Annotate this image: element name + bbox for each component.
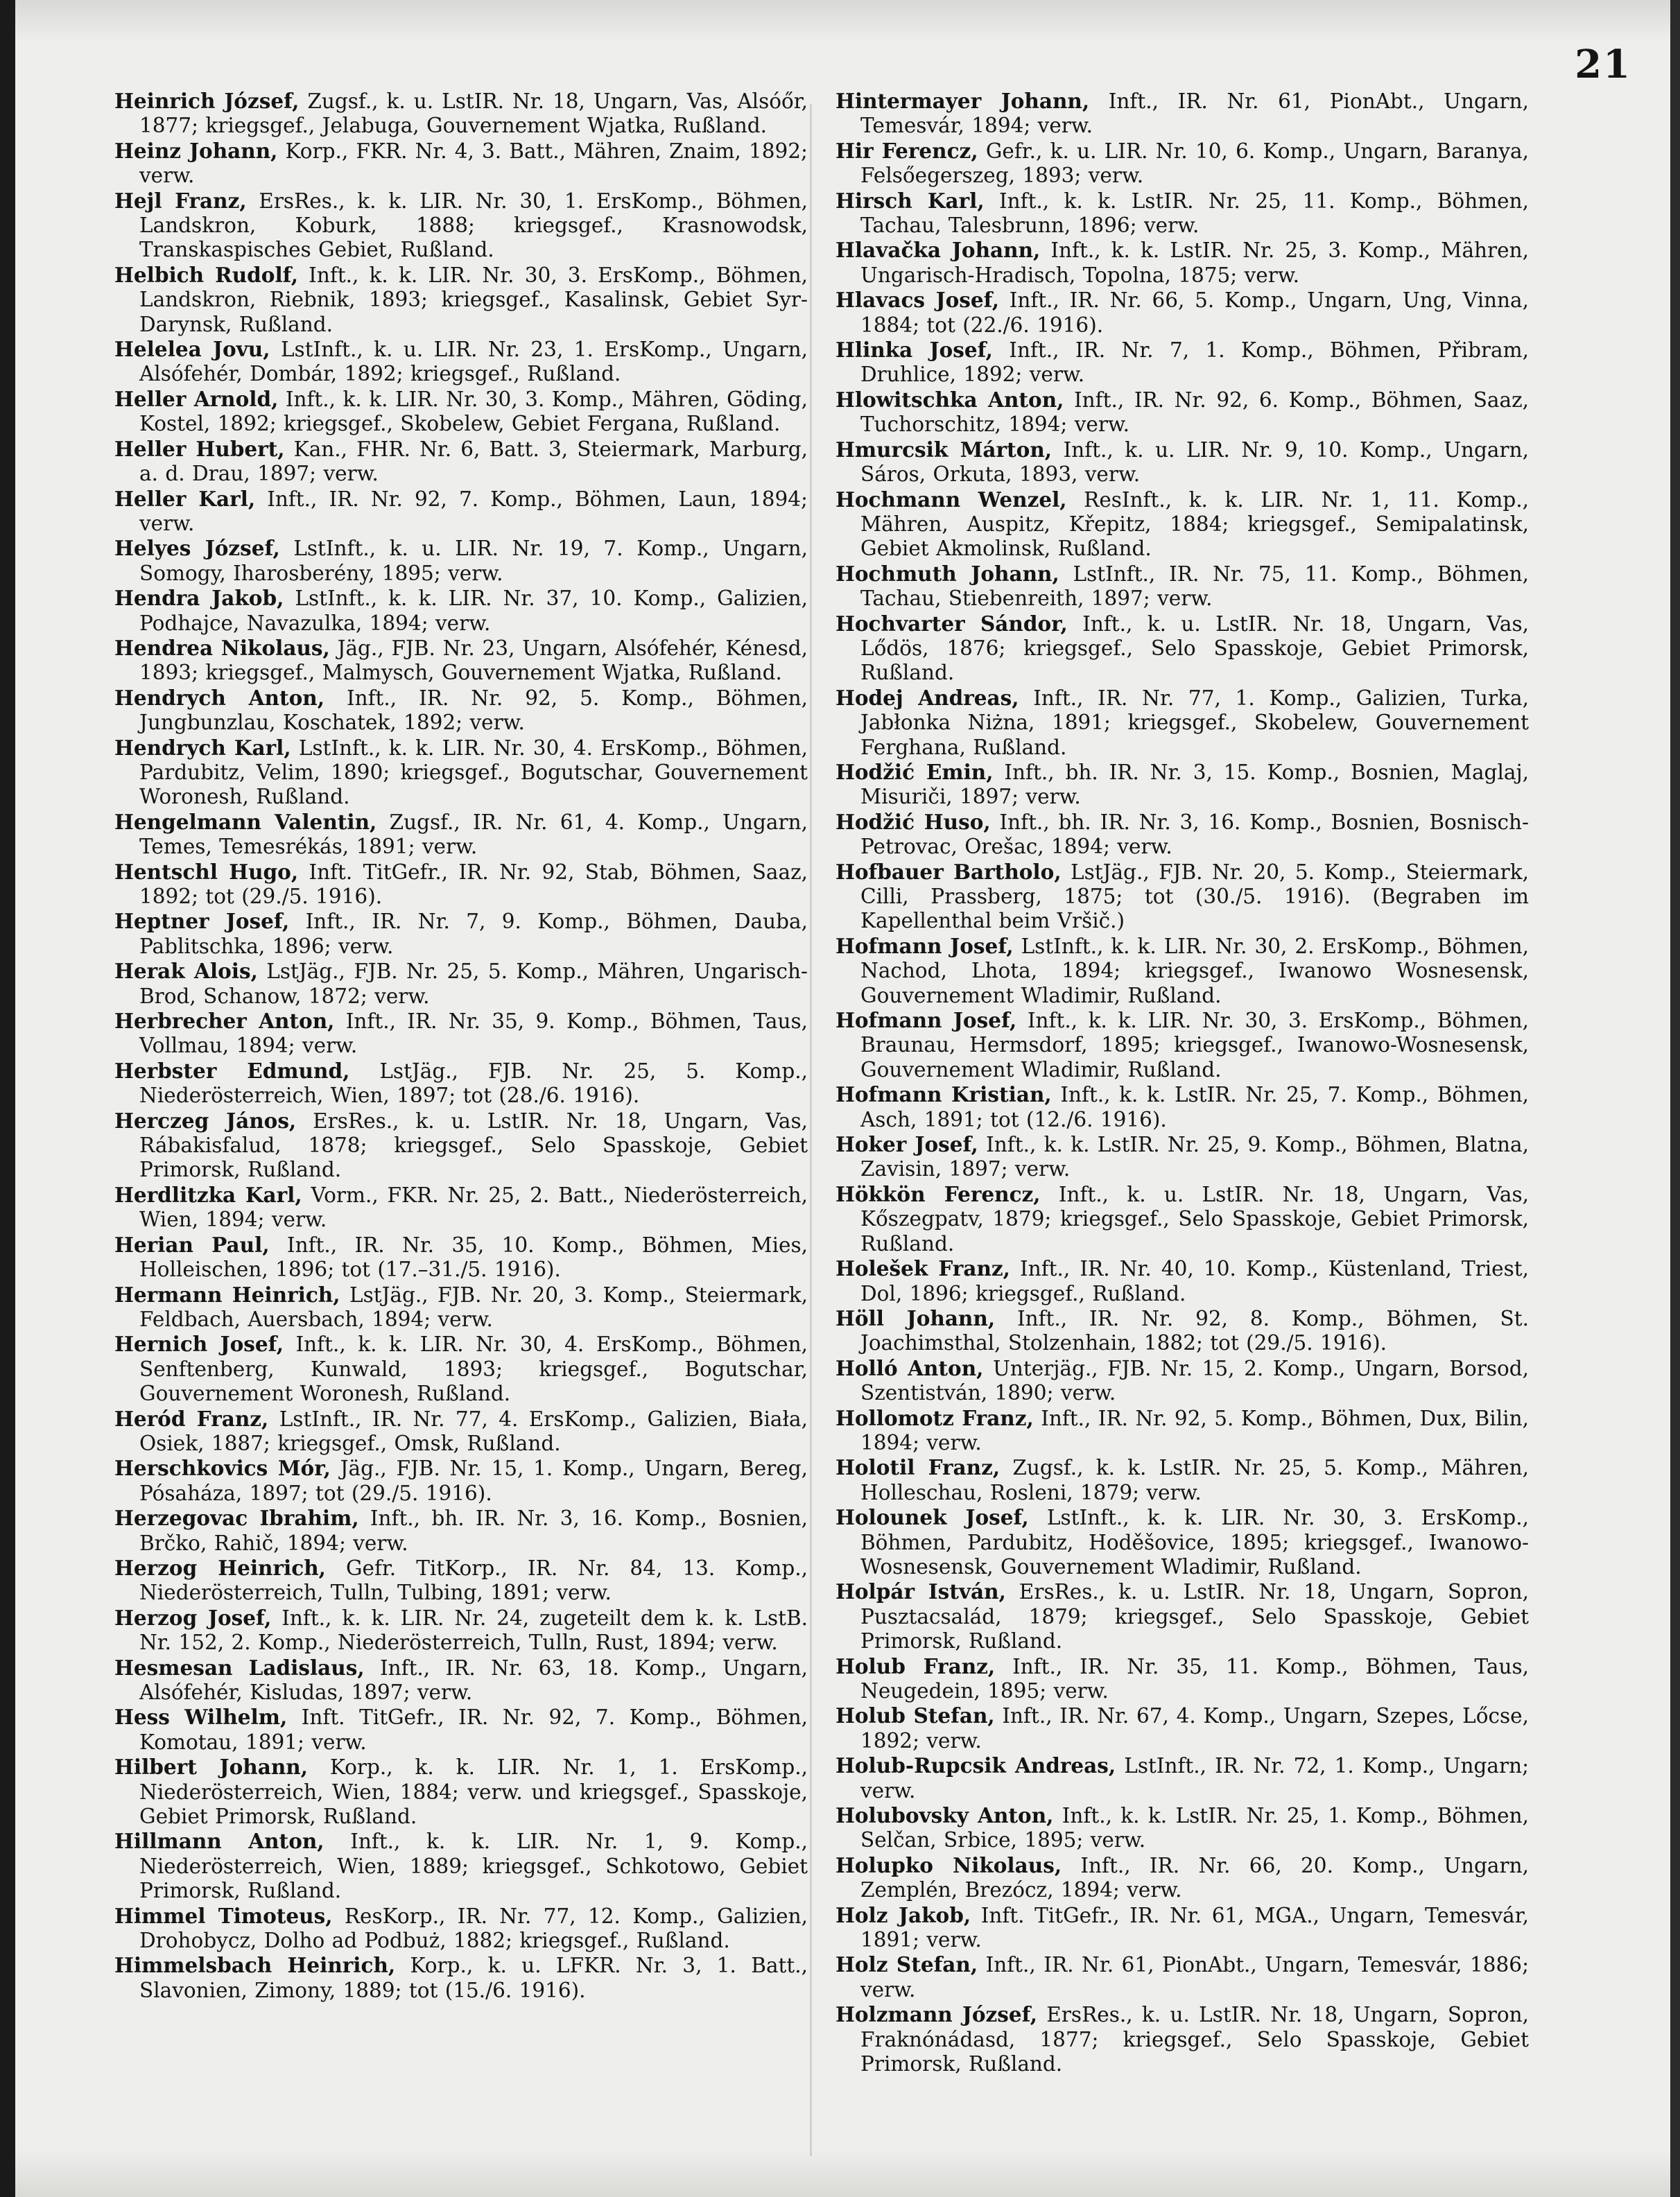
entry-detail: Inft., IR. Nr. 66, 5. Komp., Ungarn, Ung, Vinna, 1884; tot (22./6. 1916). [860,288,1529,337]
entry-name: Hendrych Karl, [114,735,291,760]
left-column [114,89,808,2003]
entry-name: Hodej Andreas, [835,685,1019,710]
entry-detail: Inft., IR. Nr. 7, 1. Komp., Böhmen, Přibram, Druhlice, 1892; verw. [860,338,1529,387]
entry-detail: Inft., IR. Nr. 35, 11. Komp., Böhmen, Taus, Neugedein, 1895; verw. [860,1654,1529,1703]
entry-detail: LstInft., k. k. LIR. Nr. 37, 10. Komp., Galizien, Podhajce, Navazulka, 1894; verw. [139,587,808,635]
entry-detail: Inft., k. k. LIR. Nr. 30, 3. ErsKomp., Böhmen, Braunau, Hermsdorf, 1895; kriegsgef., Iwanowo-Wosnesensk, Gouvernement Wladimir, Rußland. [860,1009,1529,1082]
entry-detail: Korp., k. k. LIR. Nr. 1, 1. ErsKomp., Niederösterreich, Wien, 1884; verw. und kriegsgef., Spasskoje, Gebiet Primorsk, Rußland. [139,1755,808,1829]
page-number: 21 [1575,42,1631,87]
list-entry [114,959,808,1009]
entry-name: Hochmuth Johann, [835,561,1059,586]
entry-detail: Inft. TitGefr., IR. Nr. 92, Stab, Böhmen, Saaz, 1892; tot (29./5. 1916). [139,860,808,908]
entry-detail: Gefr., k. u. LIR. Nr. 10, 6. Komp., Ungarn, Baranya, Felsőegerszeg, 1893; verw. [860,139,1530,188]
entry-name: Hofmann Kristian, [835,1082,1052,1107]
list-entry [835,1654,1529,1704]
list-entry [114,1456,808,1506]
entry-detail: LstInft., IR. Nr. 72, 1. Komp., Ungarn; verw. [860,1754,1530,1803]
entry-detail: Inft. TitGefr., IR. Nr. 92, 7. Komp., Böhmen, Komotau, 1891; verw. [139,1705,808,1754]
list-entry [835,1356,1529,1406]
list-entry [114,586,808,636]
list-entry [835,288,1529,338]
entry-name: Holub-Rupcsik Andreas, [835,1753,1116,1778]
entry-detail: ResKorp., IR. Nr. 77, 12. Komp., Galizien, Drohobycz, Dolho ad Podbuż, 1882; kriegsgef., Rußland. [139,1904,808,1953]
list-entry [114,1407,808,1457]
entry-detail: Inft., IR. Nr. 67, 4. Komp., Ungarn, Szepes, Lőcse, 1892; verw. [860,1704,1529,1753]
entry-detail: LstInft., k. u. LIR. Nr. 23, 1. ErsKomp., Ungarn, Alsófehér, Dombár, 1892; kriegsgef., Rußland. [139,338,808,386]
entry-detail: Jäg., FJB. Nr. 23, Ungarn, Alsófehér, Kénesd, 1893; kriegsgef., Malmysch, Gouvernement Wjatka, Rußland. [139,636,808,685]
list-entry [114,686,808,736]
list-entry [114,1953,808,2003]
list-entry [114,1829,808,1903]
entry-detail: LstJäg., FJB. Nr. 20, 5. Komp., Steiermark, Cilli, Prassberg, 1875; tot (30./5. 1916). (Begraben im Kapellenthal beim Vršič.) [860,860,1529,933]
entry-detail: Inft., IR. Nr. 66, 20. Komp., Ungarn, Zemplén, Brezócz, 1894; verw. [860,1853,1530,1902]
list-entry [835,1406,1529,1456]
entry-name: Himmel Timoteus, [114,1903,333,1928]
entry-detail: LstJäg., FJB. Nr. 20, 3. Komp., Steiermark, Feldbach, Auersbach, 1894; verw. [139,1283,808,1331]
list-entry [835,2002,1529,2076]
list-entry [835,760,1529,810]
list-entry [835,562,1529,611]
entry-detail: Inft., IR. Nr. 35, 10. Komp., Böhmen, Mies, Holleischen, 1896; tot (17.–31./5. 1916). [139,1233,808,1282]
entry-name: Hofmann Josef, [835,1008,1017,1033]
entry-name: Hilbert Johann, [114,1755,309,1780]
entry-name: Holz Stefan, [835,1952,978,1977]
list-entry [835,611,1529,686]
entry-name: Holupko Nikolaus, [835,1852,1062,1877]
entry-name: Hlinka Josef, [835,338,993,363]
entry-name: Hess Wilhelm, [114,1705,288,1730]
entry-detail: Inft., k. k. LstIR. Nr. 25, 3. Komp., Mähren, Ungarisch-Hradisch, Topolna, 1875; verw. [860,238,1529,287]
entry-name: Hodžić Huso, [835,809,991,834]
entry-detail: Inft., k. k. LIR. Nr. 30, 3. Komp., Mähren, Göding, Kostel, 1892; kriegsgef., Skobelew, Gebiet Fergana, Rußland. [139,387,808,436]
entry-detail: Korp., k. u. LFKR. Nr. 3, 1. Batt., Slavonien, Zimony, 1889; tot (15./6. 1916). [139,1954,808,2002]
entry-name: Hodžić Emin, [835,759,994,784]
entry-detail: Inft., k. k. LstIR. Nr. 25, 7. Komp., Böhmen, Asch, 1891; tot (12./6. 1916). [860,1083,1529,1131]
list-entry [114,1755,808,1829]
entry-detail: Inft., IR. Nr. 40, 10. Komp., Küstenland, Triest, Dol, 1896; kriegsgef., Rußland. [860,1257,1529,1305]
list-entry [835,487,1529,562]
entry-name: Hökkön Ferencz, [835,1181,1041,1206]
list-entry [114,189,808,263]
entry-name: Hermann Heinrich, [114,1282,340,1307]
list-entry [835,388,1529,437]
list-entry [114,1656,808,1705]
entry-detail: Inft., IR. Nr. 61, PionAbt., Ungarn, Temesvár, 1886; verw. [860,1953,1530,2001]
list-entry [835,1703,1529,1753]
list-entry [835,1505,1529,1579]
entry-name: Herzegovac Ibrahim, [114,1506,359,1531]
list-entry [114,1556,808,1606]
entry-detail: ErsRes., k. u. LstIR. Nr. 18, Ungarn, Sopron, Fraknónádasd, 1877; kriegsgef., Selo Spasskoje, Gebiet Primorsk, Rußland. [860,2003,1529,2076]
list-entry [835,139,1529,189]
list-entry [114,1332,808,1406]
entry-name: Heród Franz, [114,1406,269,1431]
list-entry [835,1903,1529,1953]
entry-detail: Inft., IR. Nr. 92, 7. Komp., Böhmen, Laun, 1894; verw. [139,487,808,535]
entry-detail: Inft., k. k. LIR. Nr. 1, 9. Komp., Niederösterreich, Wien, 1889; kriegsgef., Schkotowo, Gebiet Primorsk, Rußland. [139,1830,808,1903]
entry-name: Herschkovics Mór, [114,1456,331,1481]
entry-name: Hendra Jakob, [114,586,284,611]
entry-detail: LstInft., k. k. LIR. Nr. 30, 2. ErsKomp., Böhmen, Nachod, Lhota, 1894; kriegsgef., Iwanowo Wosnesensk, Gouvernement Wladimir, Rußland. [860,934,1530,1007]
list-entry [835,860,1529,934]
list-entry [114,1109,808,1183]
list-entry [114,909,808,959]
list-entry [835,934,1529,1008]
entry-name: Helbich Rudolf, [114,262,298,287]
entry-name: Hendrea Nikolaus, [114,635,330,660]
list-entry [114,1183,808,1233]
list-entry [835,1579,1529,1653]
list-entry [114,487,808,537]
list-entry [114,437,808,487]
list-entry [835,1306,1529,1356]
entry-name: Heller Karl, [114,486,256,511]
list-entry [835,89,1529,139]
list-entry [114,139,808,189]
list-entry [835,189,1529,238]
list-entry [835,1132,1529,1182]
entry-name: Hofmann Josef, [835,933,1014,958]
entry-name: Hmurcsik Márton, [835,437,1053,462]
entry-name: Hendrych Anton, [114,685,325,710]
list-entry [114,89,808,139]
entry-name: Holub Franz, [835,1653,996,1678]
entry-name: Himmelsbach Heinrich, [114,1953,396,1978]
entry-detail: Inft. TitGefr., IR. Nr. 61, MGA., Ungarn, Temesvár, 1891; verw. [860,1903,1529,1952]
entry-name: Heinz Johann, [114,138,278,163]
entry-detail: Inft., k. k. LstIR. Nr. 25, 9. Komp., Böhmen, Blatna, Zavisin, 1897; verw. [860,1133,1529,1181]
list-entry [114,810,808,860]
list-entry [835,437,1529,487]
entry-detail: LstInft., IR. Nr. 75, 11. Komp., Böhmen, Tachau, Stiebenreith, 1897; verw. [860,562,1529,611]
entry-name: Holounek Josef, [835,1505,1029,1530]
list-entry [114,1705,808,1755]
entry-detail: Inft., IR. Nr. 61, PionAbt., Ungarn, Temesvár, 1894; verw. [860,89,1529,138]
entry-detail: Inft., k. k. LIR. Nr. 30, 4. ErsKomp., Böhmen, Senftenberg, Kunwald, 1893; kriegsgef., Bogutschar, Gouvernement Woronesh, Rußland. [139,1332,808,1406]
entry-detail: LstInft., k. u. LIR. Nr. 19, 7. Komp., Ungarn, Somogy, Iharosberény, 1895; verw. [139,537,808,585]
list-entry [835,1182,1529,1256]
entry-name: Holló Anton, [835,1355,984,1380]
list-entry [114,1506,808,1556]
entry-detail: Vorm., FKR. Nr. 25, 2. Batt., Niederösterreich, Wien, 1894; verw. [139,1183,808,1232]
list-entry [835,1256,1529,1306]
column-divider [810,104,812,2156]
entry-name: Herzog Josef, [114,1605,272,1630]
entry-detail: Zugsf., IR. Nr. 61, 4. Komp., Ungarn, Temes, Temesrékás, 1891; verw. [139,810,808,859]
entry-detail: Unterjäg., FJB. Nr. 15, 2. Komp., Ungarn, Borsod, Szentistván, 1890; verw. [860,1356,1530,1405]
list-entry [835,1008,1529,1082]
entry-name: Holpár István, [835,1579,1006,1604]
entry-name: Höll Johann, [835,1305,996,1330]
right-column [835,89,1529,2077]
list-entry [114,1233,808,1283]
entry-name: Hentschl Hugo, [114,859,299,884]
list-entry [835,1952,1529,2002]
entry-detail: Inft., k. k. LIR. Nr. 24, zugeteilt dem k. k. LstB. Nr. 152, 2. Komp., Niederösterreich, Tulln, Rust, 1894; verw. [139,1606,808,1655]
entry-name: Hlavačka Johann, [835,238,1041,263]
entry-name: Heller Arnold, [114,386,279,411]
entry-name: Herak Alois, [114,959,258,984]
entry-detail: Inft., IR. Nr. 77, 1. Komp., Galizien, Turka, Jabłonka Niżna, 1891; kriegsgef., Skobelew, Gouvernement Ferghana, Rußland. [860,686,1529,759]
list-entry [114,337,808,387]
entry-name: Heinrich József, [114,89,300,113]
list-entry [835,238,1529,288]
entry-name: Hillmann Anton, [114,1829,324,1854]
entry-detail: ErsRes., k. u. LstIR. Nr. 18, Ungarn, Sopron, Pusztacsalád, 1879; kriegsgef., Selo Spasskoje, Gebiet Primorsk, Rußland. [860,1580,1529,1653]
entry-detail: Zugsf., k. k. LstIR. Nr. 25, 5. Komp., Mähren, Holleschau, Rosleni, 1879; verw. [860,1456,1530,1504]
entry-name: Hejl Franz, [114,188,247,213]
entry-name: Holzmann József, [835,2002,1037,2027]
list-entry [114,636,808,686]
entry-name: Herian Paul, [114,1232,270,1257]
list-entry [835,1803,1529,1853]
list-entry [114,1904,808,1954]
scan-edge-left [0,0,15,2197]
entry-name: Heptner Josef, [114,909,290,934]
entry-detail: Jäg., FJB. Nr. 15, 1. Komp., Ungarn, Bereg, Pósaháza, 1897; tot (29./5. 1916). [139,1457,808,1505]
list-entry [835,1455,1529,1505]
entry-name: Helyes József, [114,536,280,561]
entry-name: Hochvarter Sándor, [835,611,1068,636]
entry-name: Hoker Josef, [835,1132,978,1157]
entry-name: Herbster Edmund, [114,1058,350,1083]
entry-name: Herbrecher Anton, [114,1009,335,1034]
entry-detail: ErsRes., k. k. LIR. Nr. 30, 1. ErsKomp., Böhmen, Landskron, Koburk, 1888; kriegsgef., Krasnowodsk, Transkaspisches Gebiet, Rußland. [139,189,808,262]
entry-name: Holub Stefan, [835,1703,995,1728]
entry-detail: LstInft., k. k. LIR. Nr. 30, 3. ErsKomp., Böhmen, Pardubitz, Hoděšovice, 1895; kriegsgef., Iwanowo-Wosnesensk, Gouvernement Wladimir, Rußland. [860,1506,1529,1579]
entry-detail: Inft., IR. Nr. 92, 6. Komp., Böhmen, Saaz, Tuchorschitz, 1894; verw. [860,388,1530,437]
entry-name: Hochmann Wenzel, [835,487,1067,512]
entry-detail: Gefr. TitKorp., IR. Nr. 84, 13. Komp., Niederösterreich, Tulln, Tulbing, 1891; verw. [139,1556,808,1605]
entry-name: Hlavacs Josef, [835,288,999,313]
list-entry [114,263,808,337]
list-entry [835,1753,1529,1803]
entry-name: Holotil Franz, [835,1455,1001,1480]
entry-detail: ErsRes., k. u. LstIR. Nr. 18, Ungarn, Vas, Rábakisfalud, 1878; kriegsgef., Selo Spasskoje, Gebiet Primorsk, Rußland. [139,1109,808,1182]
list-entry [114,736,808,810]
entry-name: Hofbauer Bartholo, [835,859,1062,884]
entry-name: Holešek Franz, [835,1256,1010,1281]
entry-name: Hirsch Karl, [835,188,985,213]
entry-name: Hollomotz Franz, [835,1405,1034,1430]
list-entry [114,536,808,586]
entry-detail: Inft., IR. Nr. 92, 8. Komp., Böhmen, St. Joachimsthal, Stolzenhain, 1882; tot (29./5. 1916). [860,1306,1529,1355]
list-entry [835,338,1529,388]
entry-name: Holubovsky Anton, [835,1803,1054,1828]
entry-detail: Inft., k. k. LIR. Nr. 30, 3. ErsKomp., Böhmen, Landskron, Riebnik, 1893; kriegsgef., Kasalinsk, Gebiet Syr-Darynsk, Rußland. [139,263,808,336]
entry-detail: Inft., k. u. LIR. Nr. 9, 10. Komp., Ungarn, Sáros, Orkuta, 1893, verw. [860,437,1530,487]
list-entry [114,860,808,910]
scan-edge-right [1670,0,1680,2197]
entry-name: Herczeg János, [114,1108,297,1133]
entry-detail: Inft., bh. IR. Nr. 3, 15. Komp., Bosnien, Maglaj, Misuriči, 1897; verw. [860,760,1529,809]
entry-name: Hesmesan Ladislaus, [114,1655,365,1680]
list-entry [835,686,1529,760]
entry-detail: LstInft., k. k. LIR. Nr. 30, 4. ErsKomp., Böhmen, Pardubitz, Velim, 1890; kriegsgef., Bogutschar, Gouvernement Woronesh, Rußland. [139,736,808,809]
entry-detail: Korp., FKR. Nr. 4, 3. Batt., Mähren, Znaim, 1892; verw. [139,139,808,188]
entry-detail: LstJäg., FJB. Nr. 25, 5. Komp., Niederösterreich, Wien, 1897; tot (28./6. 1916). [139,1059,808,1108]
entry-name: Hengelmann Valentin, [114,809,377,834]
entry-detail: Inft., IR. Nr. 63, 18. Komp., Ungarn, Alsófehér, Kisludas, 1897; verw. [139,1656,808,1704]
entry-name: Hlowitschka Anton, [835,387,1064,412]
entry-detail: Inft., k. u. LstIR. Nr. 18, Ungarn, Vas, Lődös, 1876; kriegsgef., Selo Spasskoje, Gebiet Primorsk, Rußland. [860,611,1529,685]
entry-detail: Inft., k. k. LstIR. Nr. 25, 11. Komp., Böhmen, Tachau, Talesbrunn, 1896; verw. [860,189,1529,238]
list-entry [114,1009,808,1059]
entry-name: Hernich Josef, [114,1332,284,1357]
entry-detail: ResInft., k. k. LIR. Nr. 1, 11. Komp., Mähren, Auspitz, Křepitz, 1884; kriegsgef., Semipalatinsk, Gebiet Akmolinsk, Rußland. [860,487,1529,561]
entry-detail: Inft., IR. Nr. 92, 5. Komp., Böhmen, Dux, Bilin, 1894; verw. [860,1406,1529,1454]
entry-name: Holz Jakob, [835,1902,971,1927]
entry-detail: Inft., IR. Nr. 92, 5. Komp., Böhmen, Jungbunzlau, Koschatek, 1892; verw. [139,686,808,735]
list-entry [114,1283,808,1332]
entry-detail: Inft., k. k. LstIR. Nr. 25, 1. Komp., Böhmen, Selčan, Srbice, 1895; verw. [860,1804,1529,1852]
entry-name: Herdlitzka Karl, [114,1182,302,1207]
entry-name: Helelea Jovu, [114,337,270,362]
entry-name: Herzog Heinrich, [114,1555,326,1580]
list-entry [835,810,1529,860]
entry-detail: LstInft., IR. Nr. 77, 4. ErsKomp., Galizien, Biała, Osiek, 1887; kriegsgef., Omsk, Rußland. [139,1407,808,1455]
list-entry [114,1059,808,1109]
entry-detail: Kan., FHR. Nr. 6, Batt. 3, Steiermark, Marburg, a. d. Drau, 1897; verw. [139,437,808,486]
entry-detail: Inft., k. u. LstIR. Nr. 18, Ungarn, Vas, Kőszegpatv, 1879; kriegsgef., Selo Spasskoje, Gebiet Primorsk, Rußland. [860,1182,1529,1256]
entry-detail: Inft., IR. Nr. 35, 9. Komp., Böhmen, Taus, Vollmau, 1894; verw. [139,1009,808,1058]
list-entry [835,1853,1529,1903]
entry-detail: Zugsf., k. u. LstIR. Nr. 18, Ungarn, Vas, Alsóőr, 1877; kriegsgef., Jelabuga, Gouvernement Wjatka, Rußland. [139,89,808,138]
entry-detail: Inft., bh. IR. Nr. 3, 16. Komp., Bosnien, Brčko, Rahič, 1894; verw. [139,1506,808,1555]
entry-detail: Inft., bh. IR. Nr. 3, 16. Komp., Bosnien, Bosnisch-Petrovac, Orešac, 1894; verw. [860,810,1529,859]
list-entry [114,387,808,437]
list-entry [835,1082,1529,1132]
entry-name: Hir Ferencz, [835,138,978,163]
list-entry [114,1606,808,1656]
entry-detail: Inft., IR. Nr. 7, 9. Komp., Böhmen, Dauba, Pablitschka, 1896; verw. [139,910,808,958]
entry-detail: LstJäg., FJB. Nr. 25, 5. Komp., Mähren, Ungarisch-Brod, Schanow, 1872; verw. [139,959,808,1008]
entry-name: Hintermayer Johann, [835,89,1090,113]
entry-name: Heller Hubert, [114,436,285,461]
